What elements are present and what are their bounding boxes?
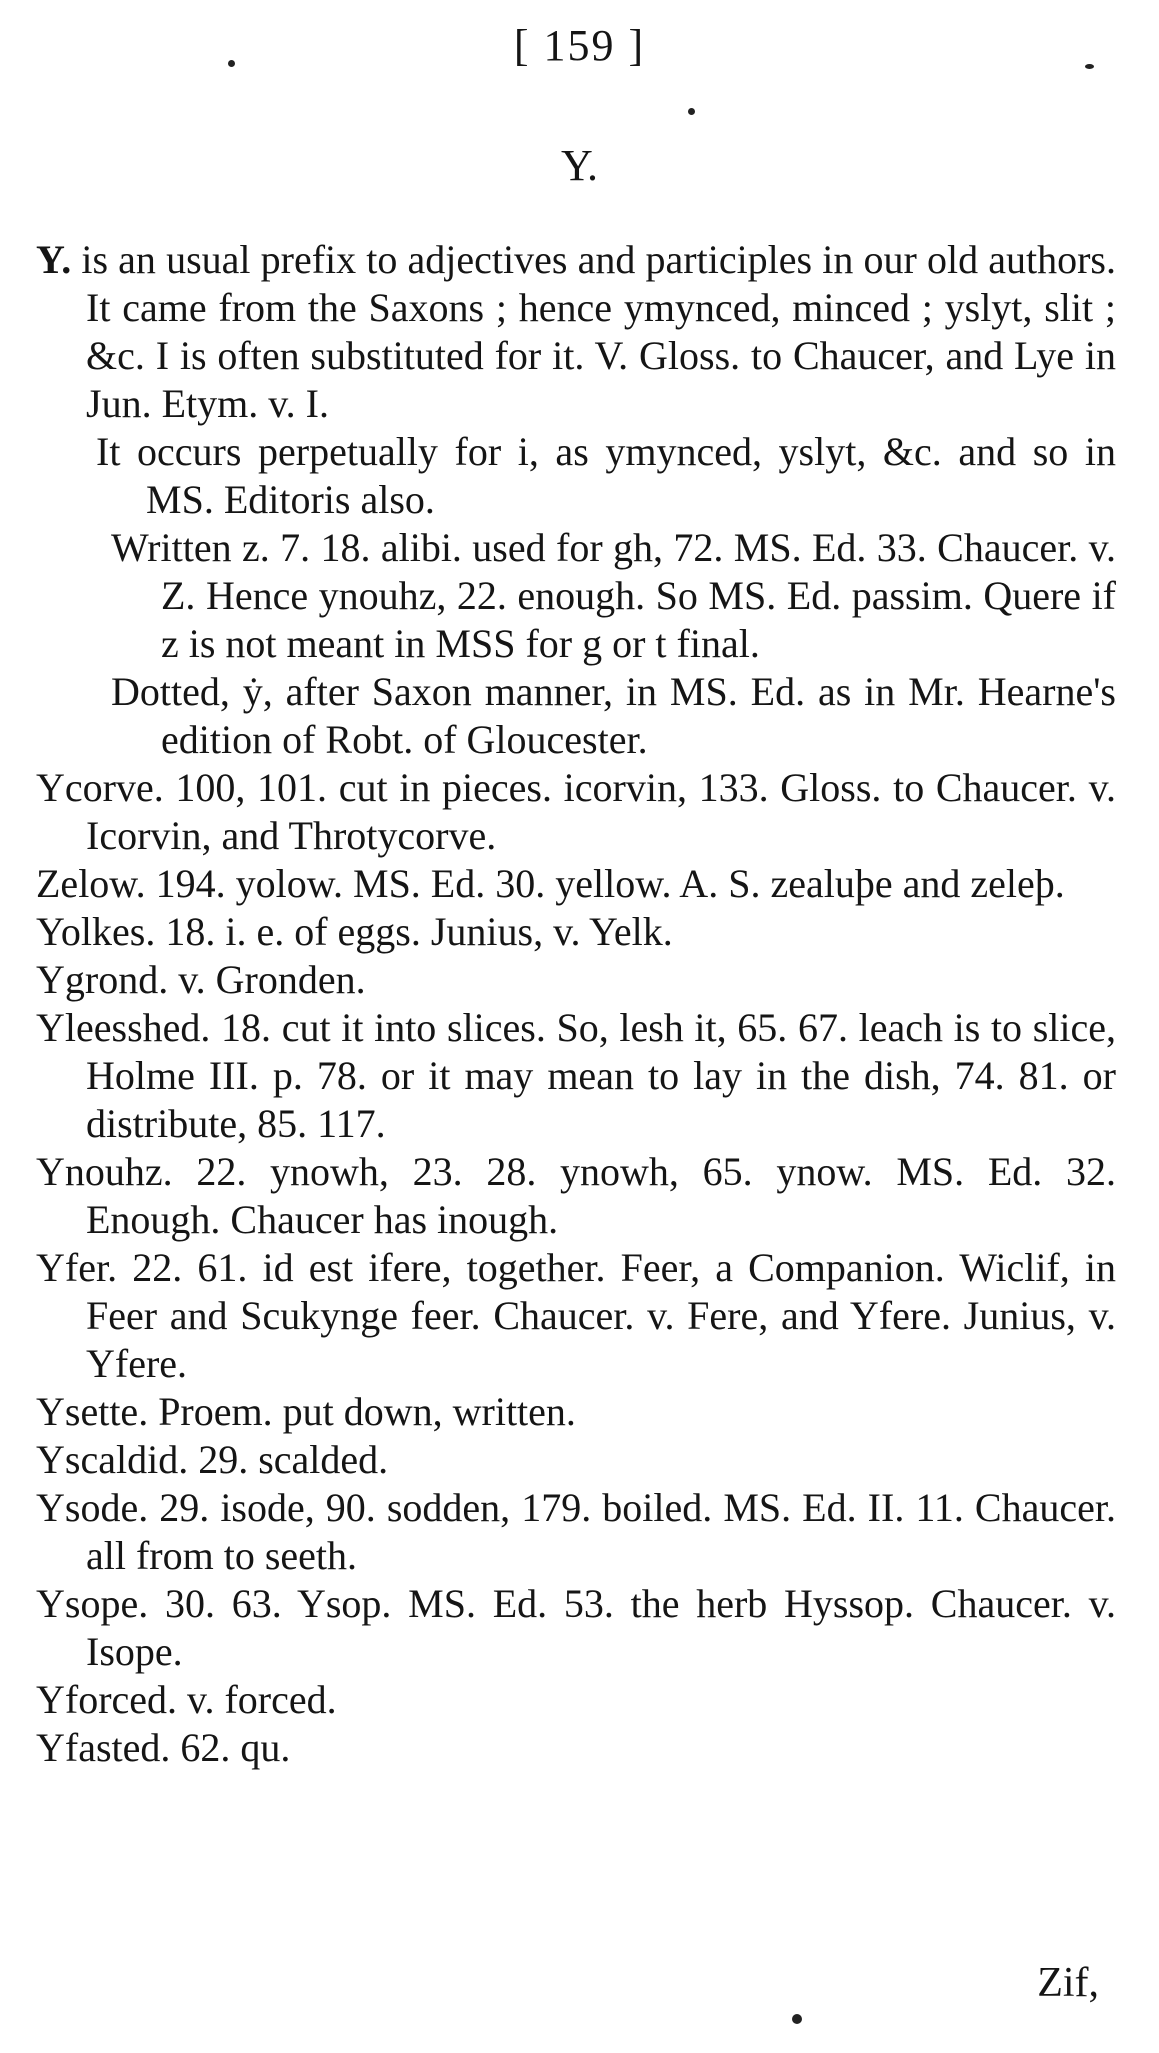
entry-text: 62. qu. [170, 1725, 291, 1770]
entry-text: 29. isode, 90. sodden, 179. boiled. MS. Ed. II. 11. Chaucer. all from to seeth. [86, 1485, 1116, 1578]
glossary-subentry [36, 668, 1116, 764]
ink-speck [228, 60, 235, 67]
entry-text: v. forced. [177, 1677, 337, 1722]
entry-headword: Yfasted. [36, 1725, 171, 1770]
entry-headword: Yleesshed. [36, 1005, 211, 1050]
glossary-entry [36, 764, 1116, 860]
entry-headword: Ysope. [36, 1581, 149, 1626]
glossary-entry [36, 236, 1116, 428]
entry-text: 194. yolow. MS. Ed. 30. yellow. A. S. zealuþe and zeleþ. [145, 861, 1065, 906]
entry-text: 30. 63. Ysop. MS. Ed. 53. the herb Hyssop. Chaucer. v. Isope. [86, 1581, 1116, 1674]
page-number: [ 159 ] [513, 21, 646, 70]
entry-text: 29. scalded. [188, 1437, 389, 1482]
glossary-entry [36, 1436, 1116, 1484]
entry-text: 22. ynowh, 23. 28. ynowh, 65. ynow. MS. Ed. 32. Enough. Chaucer has inough. [86, 1149, 1116, 1242]
glossary-entry [36, 1004, 1116, 1148]
entry-headword: Zelow. [36, 861, 146, 906]
entry-headword: Ycorve. [36, 765, 164, 810]
glossary-entries [36, 236, 1116, 1772]
glossary-subentry [36, 428, 1116, 524]
entry-headword: Yscaldid. [36, 1437, 189, 1482]
entry-headword: Ysette. [36, 1389, 149, 1434]
glossary-entry [36, 1148, 1116, 1244]
entry-text: Written z. 7. 18. alibi. used for gh, 72. MS. Ed. 33. Chaucer. v. Z. Hence ynouhz, 22. enough. So MS. Ed. passim. Quere if z is not meant in MSS for g or t final. [111, 525, 1116, 666]
glossary-subentry [36, 524, 1116, 668]
ink-speck [792, 2014, 802, 2024]
entry-headword: Yfer. [36, 1245, 118, 1290]
glossary-entry [36, 956, 1116, 1004]
glossary-entry [36, 1244, 1116, 1388]
entry-text: 18. cut it into slices. So, lesh it, 65. 67. leach is to slice, Holme III. p. 78. or it may mean to lay in the dish, 74. 81. or distribute, 85. 117. [86, 1005, 1116, 1146]
entry-headword: Ynouhz. [36, 1149, 173, 1194]
entry-text: 18. i. e. of eggs. Junius, v. Yelk. [155, 909, 673, 954]
glossary-entry [36, 1676, 1116, 1724]
entry-text: It occurs perpetually for i, as ymynced, yslyt, &c. and so in MS. Editoris also. [96, 429, 1116, 522]
entry-text: Proem. put down, written. [148, 1389, 576, 1434]
ink-speck [1085, 64, 1094, 69]
entry-text: Dotted, ẏ, after Saxon manner, in MS. Ed. as in Mr. Hearne's edition of Robt. of Gloucester. [111, 669, 1116, 762]
catchword: Zif, [1037, 1960, 1099, 2006]
glossary-entry [36, 1724, 1116, 1772]
glossary-entry [36, 908, 1116, 956]
entry-headword: Ysode. [36, 1485, 149, 1530]
entry-text: v. Gronden. [168, 957, 366, 1002]
glossary-entry [36, 1580, 1116, 1676]
ink-speck [688, 108, 695, 115]
entry-text: 100, 101. cut in pieces. icorvin, 133. Gloss. to Chaucer. v. Icorvin, and Throtycorve. [86, 765, 1116, 858]
entry-text: 22. 61. id est ifere, together. Feer, a Companion. Wiclif, in Feer and Scukynge feer. Chaucer. v. Fere, and Yfere. Junius, v. Yfere. [86, 1245, 1116, 1386]
entry-headword: Yforced. [36, 1677, 178, 1722]
entry-headword: Y. [36, 237, 72, 282]
glossary-entry [36, 1388, 1116, 1436]
section-letter-heading: Y. [560, 141, 599, 190]
entry-headword: Ygrond. [36, 957, 169, 1002]
glossary-entry [36, 860, 1116, 908]
entry-headword: Yolkes. [36, 909, 156, 954]
glossary-entry [36, 1484, 1116, 1580]
entry-text: is an usual prefix to adjectives and participles in our old authors. It came from the Saxons ; hence ymynced, minced ; yslyt, slit ; &c. I is often substituted for it. V. Gloss. to Chaucer, and Lye in Jun. Etym. v. I. [71, 237, 1116, 426]
